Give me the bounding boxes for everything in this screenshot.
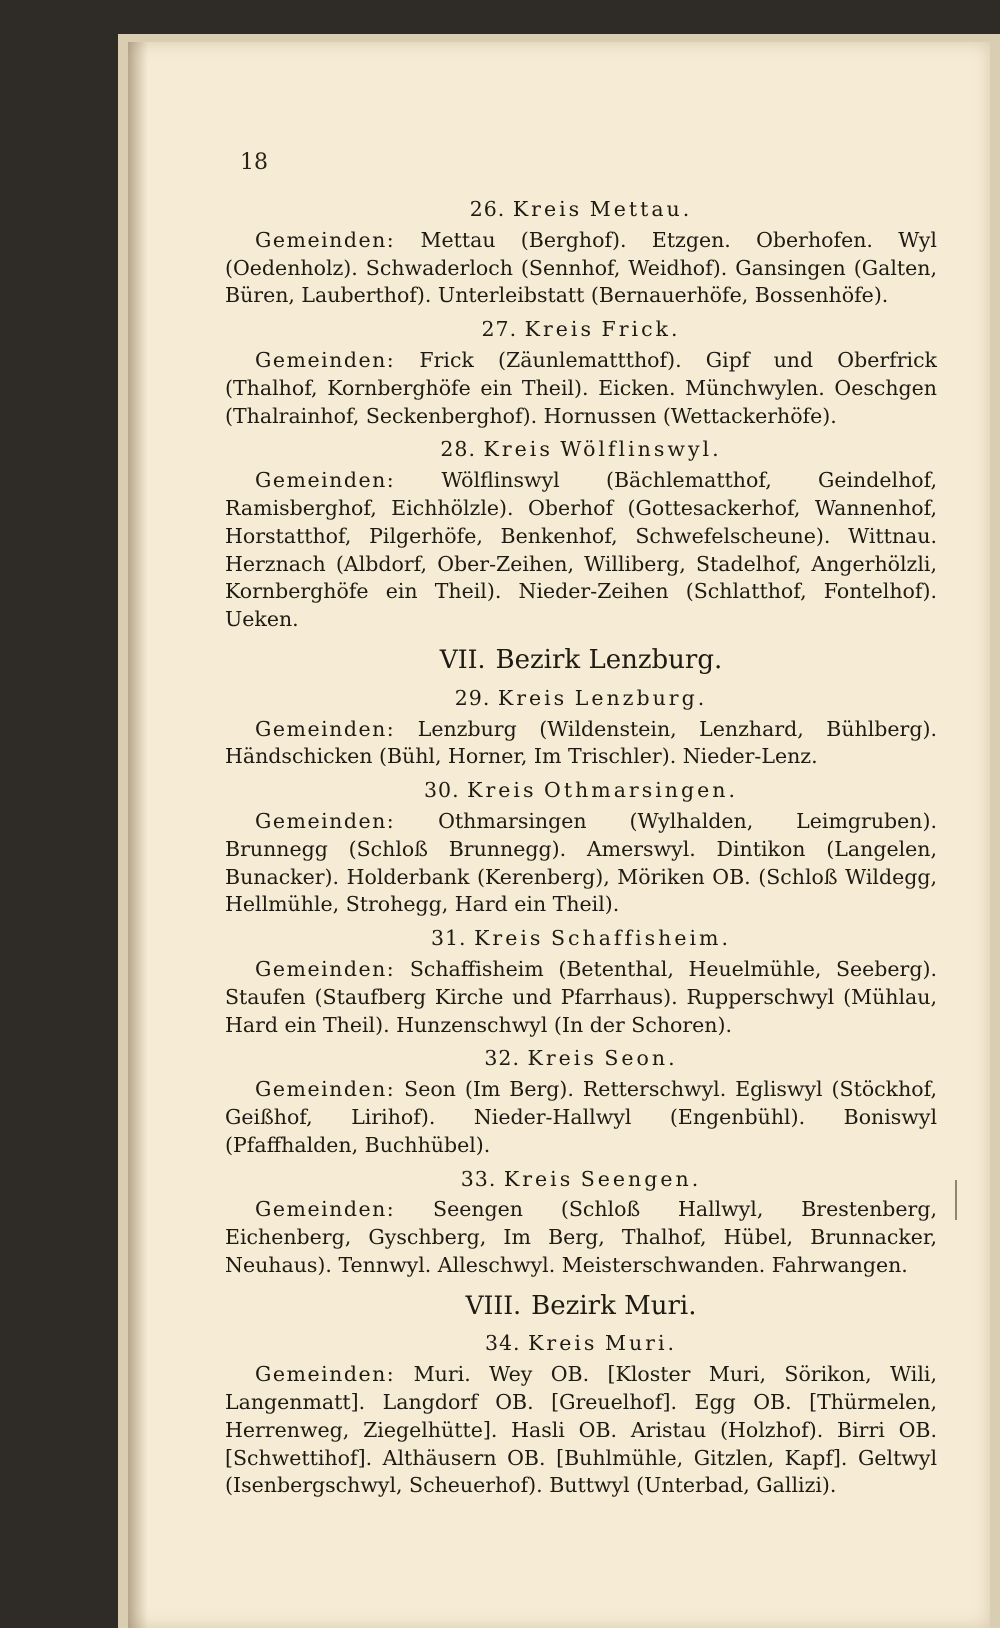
kreis-number: 28. — [440, 437, 476, 462]
bezirk-name: Bezirk Lenzburg. — [495, 644, 723, 675]
gemeinden-lead: Gemeinden: — [255, 1197, 396, 1222]
kreis-heading — [225, 777, 937, 805]
kreis-name: Muri. — [604, 1331, 678, 1356]
kreis-number: 29. — [454, 685, 491, 710]
gemeinden-text: Frick (Zäunlemattthof). Gipf und Oberfrick (Thalhof, Kornberghöfe ein Theil). Eicken. Münchwylen. Oeschgen (Thalrainhof, Seckenberghof). Hornussen (Wettackerhöfe). — [225, 347, 937, 428]
kreis-label: Kreis — [524, 317, 594, 342]
kreis-label: Kreis — [497, 685, 568, 710]
gemeinden-lead: Gemeinden: — [255, 956, 396, 981]
kreis-name: Lenzburg. — [574, 685, 708, 710]
gemeinden-text: Schaffisheim (Betenthal, Heuelmühle, Seeberg). Staufen (Staufberg Kirche und Pfarrhaus). Rupperschwyl (Mühlau, Hard ein Theil). Hunzenschwyl (In der Schoren). — [225, 956, 937, 1037]
kreis-name: Mettau. — [589, 197, 693, 221]
kreis-label: Kreis — [467, 778, 537, 803]
gemeinden-lead: Gemeinden: — [255, 808, 396, 833]
kreis-name: Othmarsingen. — [544, 778, 738, 803]
gemeinden-lead: Gemeinden: — [255, 1362, 396, 1387]
kreis-label: Kreis — [527, 1046, 597, 1071]
gemeinden-text: Othmarsingen (Wylhalden, Leimgruben). Brunnegg (Schloß Brunnegg). Amerswyl. Dintikon (Langelen, Bunacker). Holderbank (Kerenberg), Möriken OB. (Schloß Wildegg, Hellmühle, Strohegg, Hard ein Theil). — [225, 808, 937, 917]
kreis-number: 26. — [469, 197, 506, 221]
gemeinden-paragraph — [225, 1076, 937, 1159]
gemeinden-paragraph — [225, 1196, 937, 1279]
kreis-number: 31. — [430, 926, 467, 951]
gemeinden-text: Lenzburg (Wildenstein, Lenzhard, Bühlberg). Händschicken (Bühl, Horner, Im Trischler). Nieder-Lenz. — [225, 716, 937, 769]
gemeinden-lead: Gemeinden: — [255, 468, 396, 493]
kreis-number: 34. — [484, 1331, 521, 1356]
kreis-heading — [225, 196, 937, 224]
kreis-label: Kreis — [503, 1166, 574, 1191]
margin-mark — [955, 1180, 957, 1220]
bezirk-name: Bezirk Muri. — [531, 1290, 697, 1321]
bezirk-roman-numeral: VII. — [439, 644, 486, 674]
kreis-number: 33. — [460, 1166, 497, 1191]
kreis-heading — [225, 925, 937, 953]
kreis-label: Kreis — [474, 926, 544, 951]
kreis-name: Schaffisheim. — [550, 926, 732, 951]
page-number: 18 — [240, 150, 268, 175]
kreis-heading — [225, 1330, 937, 1358]
gemeinden-paragraph — [225, 716, 937, 772]
page-text — [225, 190, 937, 1500]
kreis-heading — [225, 1045, 937, 1073]
kreis-name: Wölflinswyl. — [560, 437, 722, 462]
kreis-heading — [225, 436, 937, 464]
gemeinden-lead: Gemeinden: — [255, 227, 396, 252]
gemeinden-paragraph — [225, 227, 937, 310]
bezirk-heading — [225, 1292, 937, 1321]
kreis-number: 30. — [424, 778, 460, 803]
gemeinden-text: Muri. Wey OB. [Kloster Muri, Sörikon, Wili, Langenmatt]. Langdorf OB. [Greuelhof]. Egg OB. [Thürmelen, Herrenweg, Ziegelhütte]. Hasli OB. Aristau (Holzhof). Birri OB. [Schwettihof]. Althäusern OB. [Buhlmühle, Gitzlen, Kapf]. Geltwyl (Isenbergschwyl, Scheuerhof). Buttwyl (Unterbad, Gallizi). — [225, 1362, 937, 1498]
kreis-heading — [225, 316, 937, 344]
page-fold-shadow — [128, 42, 148, 1628]
kreis-name: Seon. — [604, 1046, 678, 1071]
gemeinden-paragraph — [225, 1361, 937, 1500]
kreis-number: 32. — [484, 1046, 520, 1071]
kreis-number: 27. — [481, 317, 518, 342]
gemeinden-text: Seengen (Schloß Hallwyl, Brestenberg, Eichenberg, Gyschberg, Im Berg, Thalhof, Hübel, Brunnacker, Neuhaus). Tennwyl. Alleschwyl. Meisterschwanden. Fahrwangen. — [225, 1197, 937, 1277]
kreis-label: Kreis — [512, 197, 583, 221]
bezirk-heading — [225, 646, 937, 675]
gemeinden-text: Wölflinswyl (Bächlematthof, Geindelhof, Ramisberghof, Eichhölzle). Oberhof (Gottesackerhof, Wannenhof, Horstatthof, Pilgerhöfe, Benkenhof, Schwefelscheune). Wittnau. Herznach (Albdorf, Ober-Zeihen, Williberg, Stadelhof, Angerhölzli, Kornberghöfe ein Theil). Nieder-Zeihen (Schlatthof, Fontelhof). Ueken. — [225, 468, 937, 632]
gemeinden-text: Seon (Im Berg). Retterschwyl. Egliswyl (Stöckhof, Geißhof, Lirihof). Nieder-Hallwyl (Engenbühl). Boniswyl (Pfaffhalden, Buchhübel). — [225, 1077, 937, 1157]
gemeinden-text: Mettau (Berghof). Etzgen. Oberhofen. Wyl (Oedenholz). Schwaderloch (Sennhof, Weidhof). Gansingen (Galten, Büren, Lauberthof). Unterleibstatt (Bernauerhöfe, Bossenhöfe). — [225, 227, 937, 308]
kreis-heading — [225, 685, 937, 713]
kreis-heading — [225, 1166, 937, 1194]
gemeinden-paragraph — [225, 956, 937, 1039]
gemeinden-lead: Gemeinden: — [255, 347, 396, 372]
kreis-label: Kreis — [483, 437, 553, 462]
gemeinden-paragraph — [225, 467, 937, 634]
kreis-name: Frick. — [601, 317, 681, 342]
gemeinden-lead: Gemeinden: — [255, 1077, 396, 1102]
kreis-label: Kreis — [528, 1331, 598, 1356]
kreis-name: Seengen. — [580, 1166, 702, 1191]
gemeinden-paragraph — [225, 347, 937, 430]
bezirk-roman-numeral: VIII. — [465, 1290, 522, 1320]
gemeinden-paragraph — [225, 808, 937, 919]
gemeinden-lead: Gemeinden: — [255, 716, 396, 741]
